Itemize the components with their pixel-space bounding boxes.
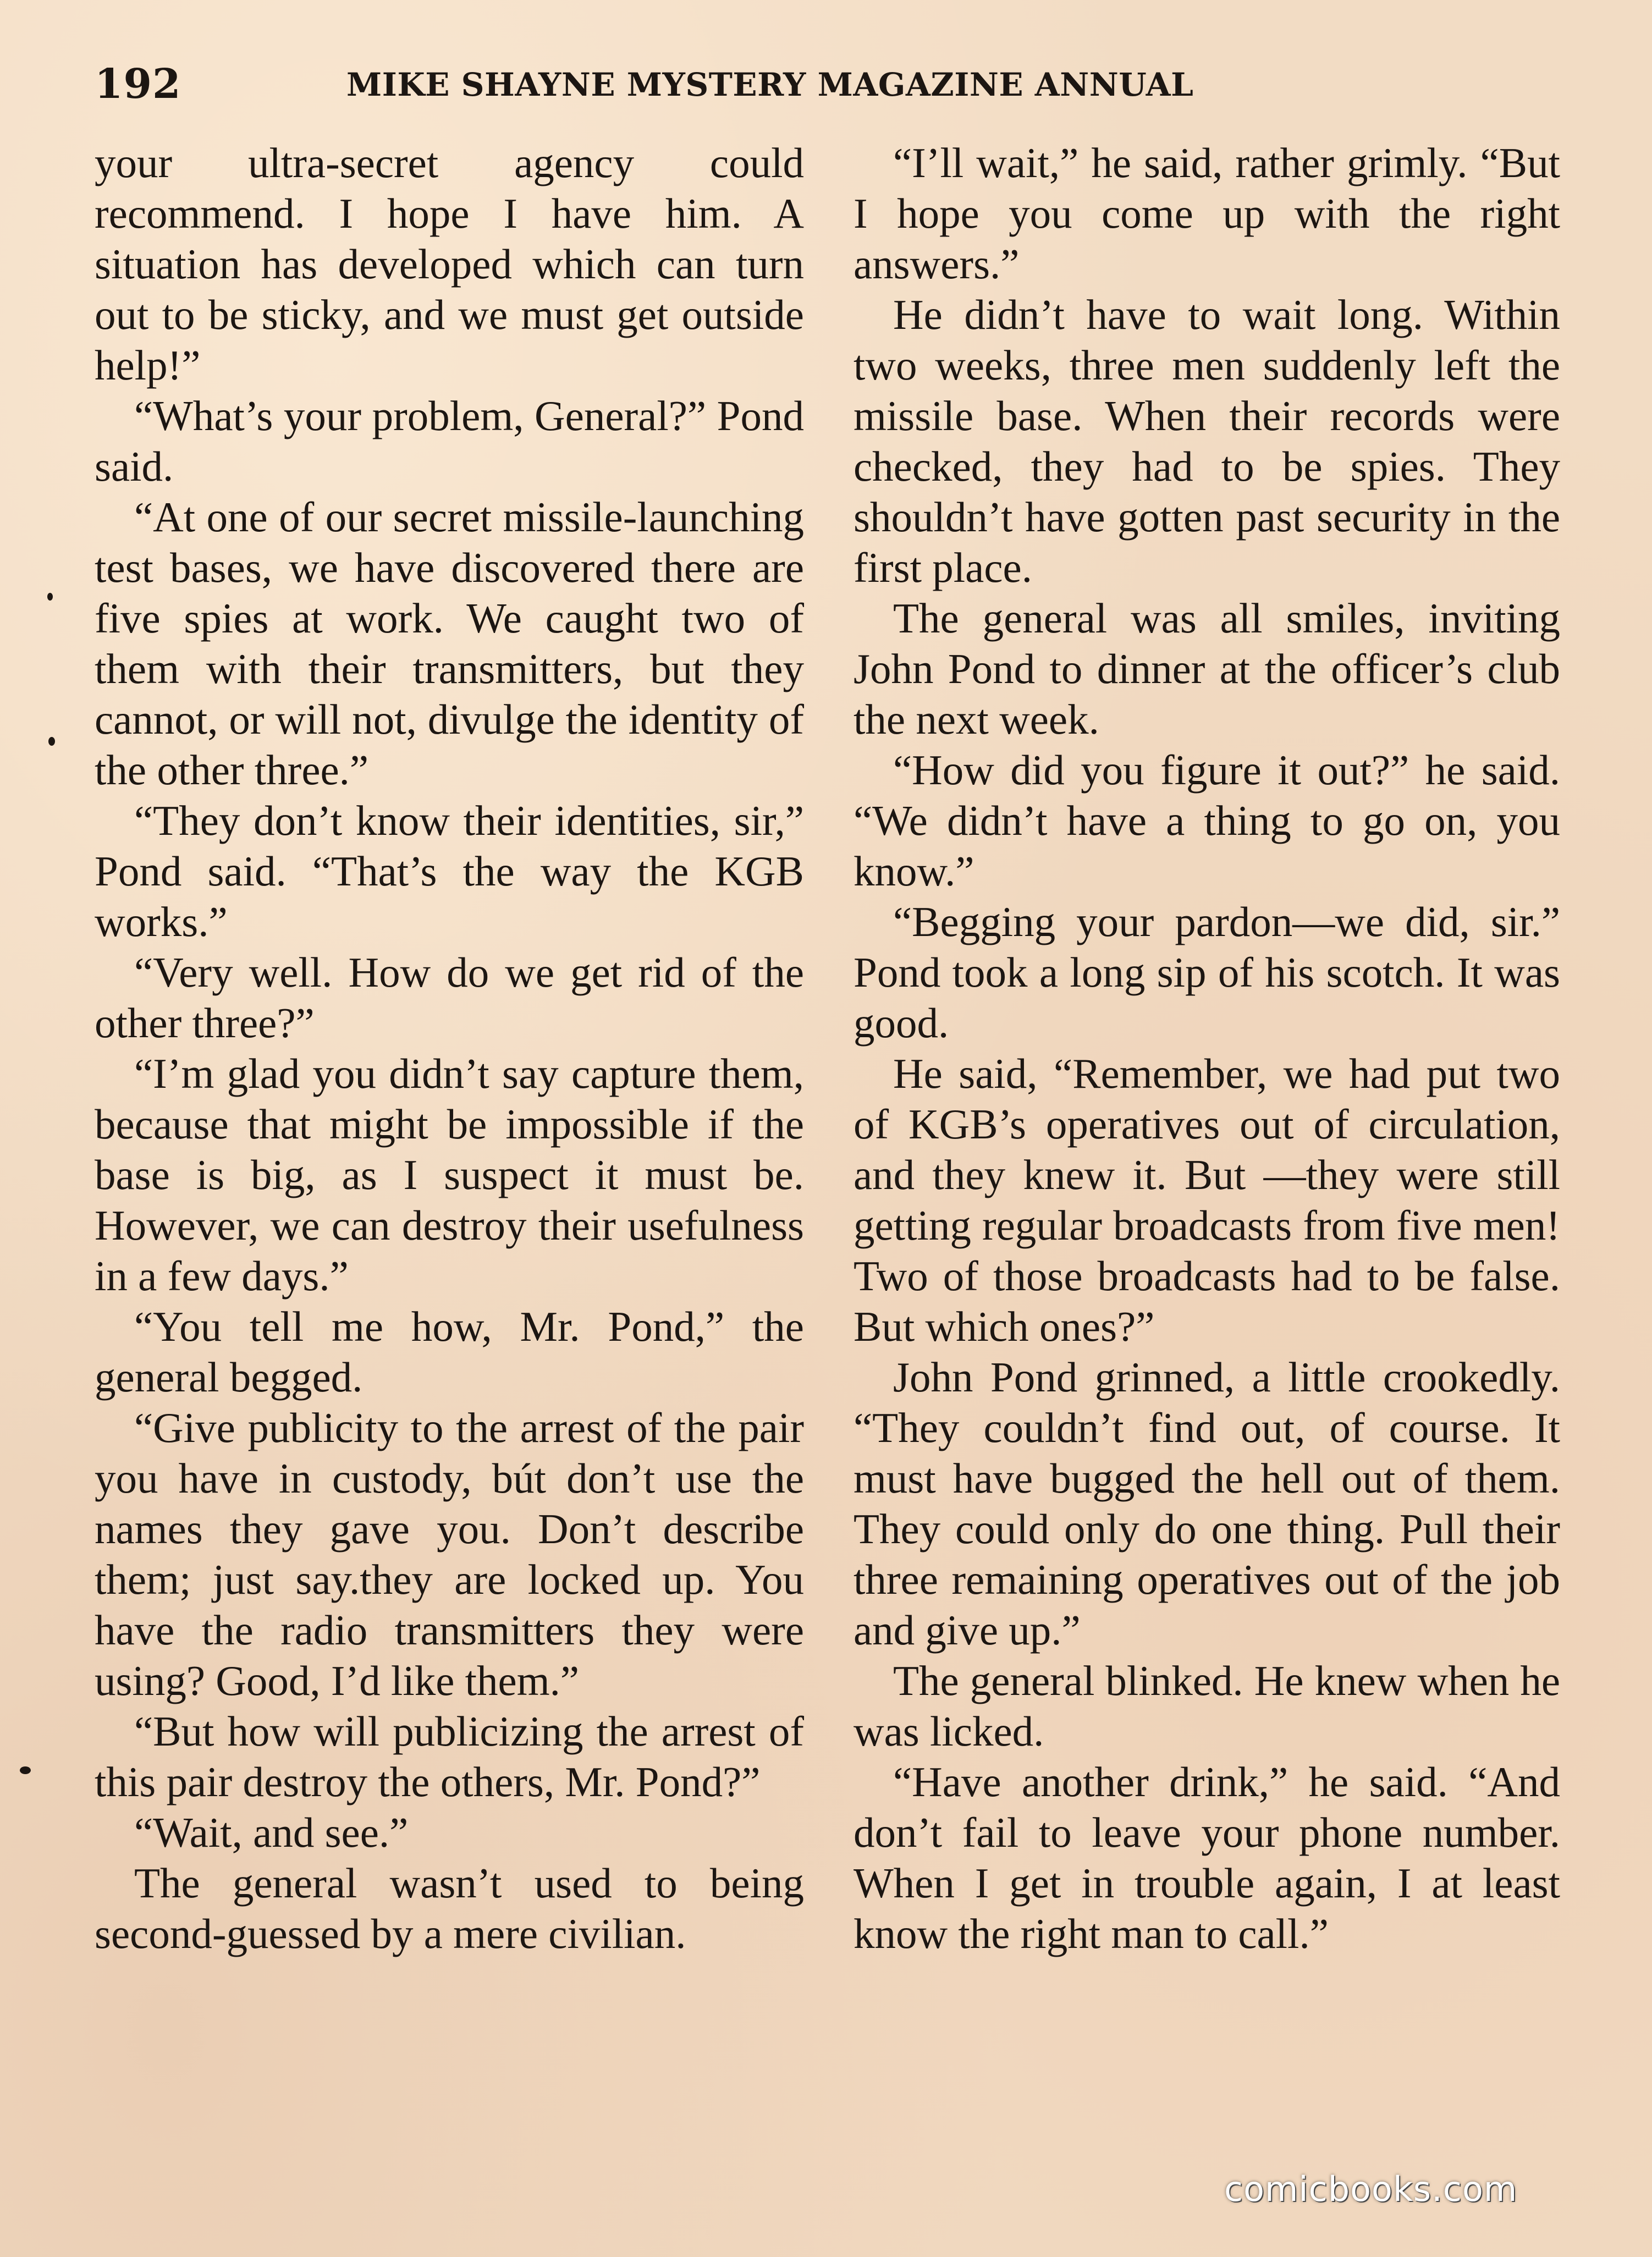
page-header [95,60,1315,121]
paragraph: “I’m glad you didn’t say capture them, because that might be impossible if the base is big, as I suspect it must be. However, we can destroy their usefulness in a few days.” [95,1050,804,1300]
paragraph: He said, “Remember, we had put two of KGB’s operatives out of circulation, and they knew it. But —they were still getting regular broadcasts from five men! Two of those broadcasts had to be false. But which ones?” [853,1050,1560,1350]
paragraph: John Pond grinned, a little crookedly. “They couldn’t find out, of course. It must have bugged the hell out of them. They could only do one thing. Pull their three remaining operatives out of the job and give up.” [853,1353,1560,1654]
paragraph: “You tell me how, Mr. Pond,” the general begged. [95,1303,804,1401]
right-column [853,137,1560,1959]
paragraph: The general blinked. He knew when he was licked. [853,1657,1560,1755]
paragraph: “Begging your pardon—we did, sir.” Pond took a long sip of his scotch. It was good. [853,898,1560,1047]
paragraph: “Give publicity to the arrest of the pair you have in custody, bút don’t use the names they gave you. Don’t describe them; just say.they are locked up. You have the radio transmitters they were using? Good, I’d like them.” [95,1404,804,1704]
margin-ink-speck [20,1766,31,1774]
paragraph: “They don’t know their identities, sir,” Pond said. “That’s the way the KGB works.” [95,797,804,945]
watermark-text: comicbooks.com [1224,2169,1518,2209]
margin-ink-speck [47,593,53,601]
paragraph: “What’s your problem, General?” Pond said. [95,392,804,490]
paragraph: “I’ll wait,” he said, rather grimly. “But I hope you come up with the right answers.” [853,139,1560,288]
paragraph: “How did you figure it out?” he said. “We didn’t have a thing to go on, you know.” [853,746,1560,895]
margin-ink-speck [48,737,55,746]
paragraph: “At one of our secret missile-launching test bases, we have discovered there are five spies at work. We caught two of them with their transmitters, but they cannot, or will not, divulge the identity of the other three.” [95,493,804,794]
running-title: MIKE SHAYNE MYSTERY MAGAZINE ANNUAL [346,66,1194,103]
paragraph: The general wasn’t used to being second-guessed by a mere civilian. [95,1859,804,1957]
paragraph: “Very well. How do we get rid of the other three?” [95,949,804,1047]
paragraph: The general was all smiles, inviting John Pond to dinner at the officer’s club the next week. [853,594,1560,743]
paragraph: “But how will publicizing the arrest of this pair destroy the others, Mr. Pond?” [95,1708,804,1805]
paragraph: your ultra-secret agency could recommend. I hope I have him. A situation has developed which can turn out to be sticky, and we must get outside help!” [95,139,804,389]
left-column [95,137,804,1959]
page-number: 192 [95,60,181,108]
paragraph: He didn’t have to wait long. Within two weeks, three men suddenly left the missile base. When their records were checked, they had to be spies. They shouldn’t have gotten past security in the first place. [853,291,1560,591]
paragraph: “Have another drink,” he said. “And don’t fail to leave your phone number. When I get in trouble again, I at least know the right man to call.” [853,1758,1560,1957]
paragraph: “Wait, and see.” [134,1809,409,1856]
